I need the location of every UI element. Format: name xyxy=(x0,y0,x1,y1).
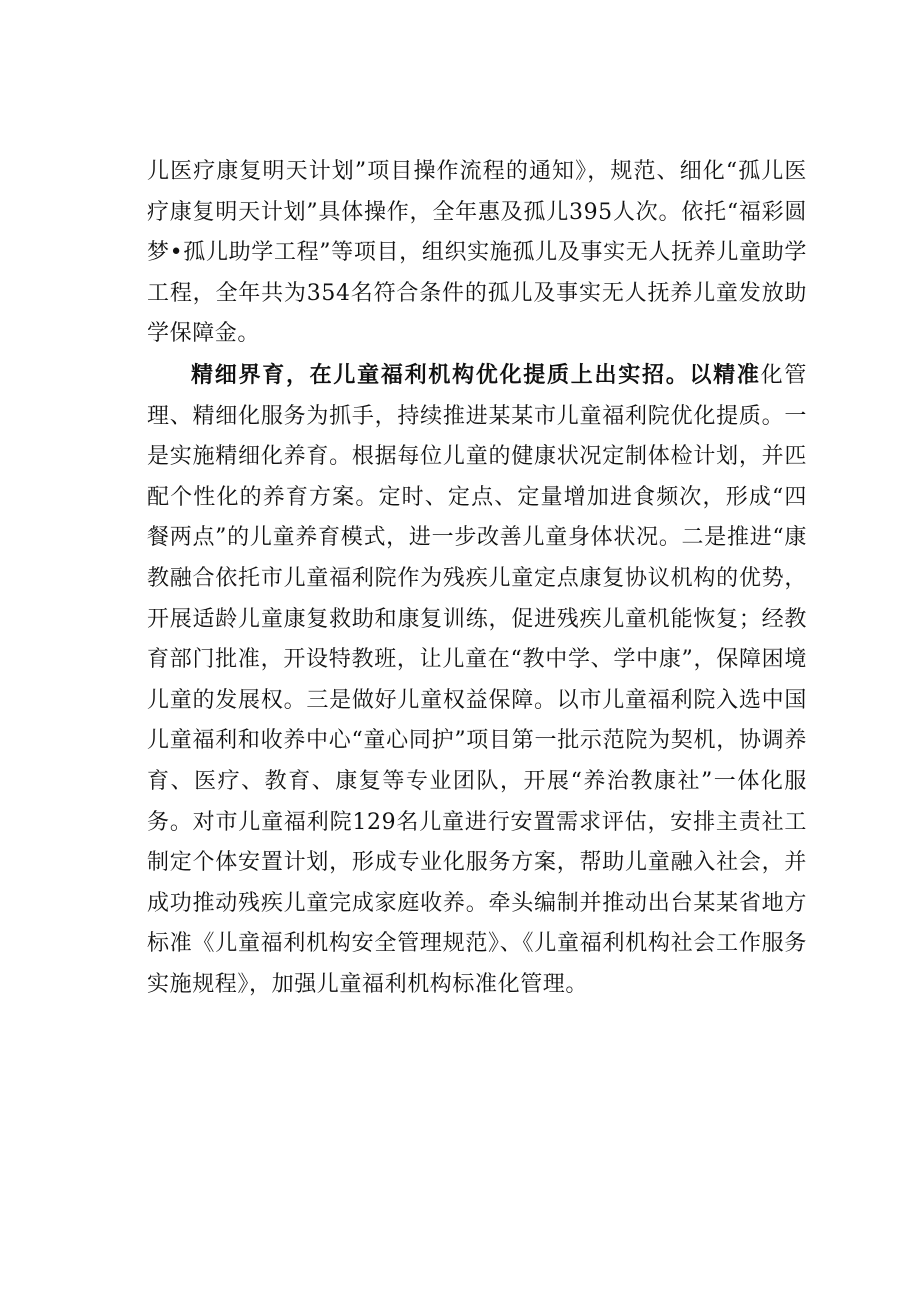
paragraph-welfare-institution xyxy=(147,355,807,1006)
paragraph-orphan-support: 儿医疗康复明天计划”项目操作流程的通知》，规范、细化“孤儿医疗康复明天计划”具体操作，全年惠及孤儿395人次。依托“福彩圆梦•孤儿助学工程”等项目，组织实施孤儿及事实无人抚养儿童助学工程，全年共为354名符合条件的孤儿及事实无人抚养儿童发放助学保障金。 xyxy=(147,159,807,347)
paragraph-lead-heading: 精细界育，在儿童福利机构优化提质上出实招。以精准 xyxy=(191,361,761,388)
paragraph-body-text: 化管理、精细化服务为抓手，持续推进某某市儿童福利院优化提质。一是实施精细化养育。根据每位儿童的健康状况定制体检计划，并匹配个性化的养育方案。定时、定点、定量增加进食频次，形成“四餐两点”的儿童养育模式，进一步改善儿童身体状况。二是推进“康教融合依托市儿童福利院作为残疾儿童定点康复协议机构的优势，开展适龄儿童康复救助和康复训练，促进残疾儿童机能恢复；经教育部门批准，开设特教班，让儿童在“教中学、学中康”，保障困境儿童的发展权。三是做好儿童权益保障。以市儿童福利院入选中国儿童福利和收养中心“童心同护”项目第一批示范院为契机，协调养育、医疗、教育、康复等专业团队，开展“养治教康社”一体化服务。对市儿童福利院129名儿童进行安置需求评估，安排主责社工制定个体安置计划，形成专业化服务方案，帮助儿童融入社会，并成功推动残疾儿童完成家庭收养。牵头编制并推动出台某某省地方标准《儿童福利机构安全管理规范》、《儿童福利机构社会工作服务实施规程》，加强儿童福利机构标准化管理。 xyxy=(147,362,808,997)
document-body xyxy=(147,152,807,1005)
